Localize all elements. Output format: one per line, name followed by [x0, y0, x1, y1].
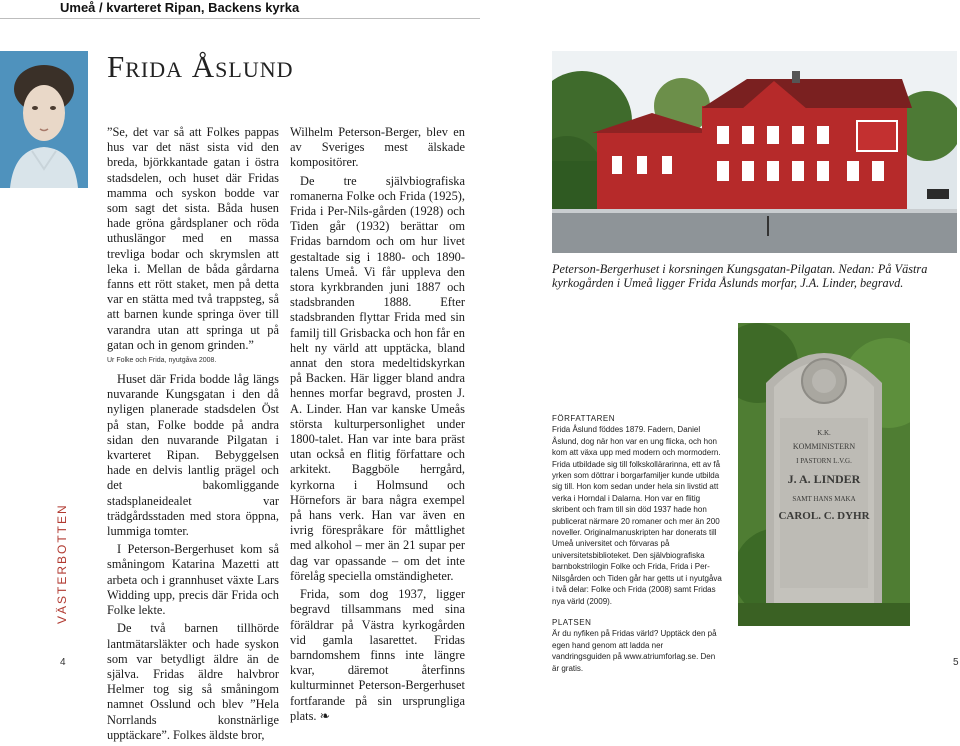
sidebar-heading-place: PLATSEN [552, 617, 592, 627]
portrait-photo [0, 51, 88, 188]
sidebar-heading-author: FÖRFATTAREN [552, 414, 615, 423]
stone-line: I PASTORN L.V.G. [796, 457, 852, 465]
running-head: Umeå / kvarteret Ripan, Backens kyrka [60, 0, 300, 15]
section-label [52, 505, 70, 625]
body-paragraph: Wilhelm Peterson-Berger, blev en av Sveriges mest älskade kompositörer. [290, 125, 465, 170]
stone-line: CAROL. C. DYHR [778, 510, 870, 522]
sidebar-place-text: Är du nyfiken på Fridas värld? Upptäck den på egen hand genom att ladda ner vandringsguiden på www.atriumforlag.se. Den är gratis. [552, 629, 717, 673]
body-paragraph: Huset där Frida bodde låg längs nuvarande Kungsgatan i den då nyligen planerade stadsdelen Öst på stan, Folke bodde på andra sidan den nuvarande Pilgatan i kvarteret Ripan. Bebyggelsen hade en delvis lantlig prägel och det bakomliggande stadsplaneidealet var trädgårdsstaden med stora öppna, lummiga tomter. [107, 372, 279, 539]
photo-caption: Peterson-Bergerhuset i korsningen Kungsgatan-Pilgatan. Nedan: På Västra kyrkogården i Umeå ligger Frida Åslunds morfar, J.A. Linder, begravd. [552, 262, 928, 290]
body-paragraph: De tre självbiografiska romanerna Folke och Frida (1925), Frida i Per-Nils-gården (1928) och Tiden går (1932) berättar om Fridas barndom och om hur livet gestaltade sig i 1880- och 1890-talens Umeå. Vi får uppleva den stora kyrkbranden juni 1887 och stadsbranden 1888. Efter stadsbranden flyttar Frida med sin familj till Grisbacka och hon får en helt ny värld att upptäcka, bland annat den stora medeltidskyrkan på Backen. Här ligger bland andra hennes morfar begravd, prosten J. A. Linder. Han var kanske Umeås största kulturpersonlighet under 1800-talet. Han var inte bara präst utan också en flitig författare och arkitekt. Baggböle herrgård, kyrkorna i Holmsund och Hörnefors är bara några exempel på hans verk. Han var även en ivrig förespråkare för måttlighet med alkohol – mer än 21 supar per dag var opassande – om det inte förelåg speciella omständigheter. [290, 173, 465, 583]
page-number-right: 5 [953, 657, 959, 668]
house-photo [552, 51, 957, 253]
quote-paragraph: ”Se, det var så att Folkes pappas hus var det näst sista vid den breda, björkkantade gatan i östra stadsdelen, och huset där Fridas mamma och syskon bodde var som sagt det sista. Båda husen hade gröna gårdsplaner och röda uthuslängor med en massa trevliga bodar och skrymslen att leka i. Mellan de båda gårdarna fanns ett rött staket, men på detta var en stätta med två trappsteg, så att barnen kunde springa över till varandra utan att springa ut på gatan och in genom grinden.” [107, 125, 279, 352]
author-sidebar [552, 413, 722, 674]
body-paragraph: I Peterson-Bergerhuset kom så småningom Katarina Mazetti att arbeta och i grannhuset växte Lars Widding upp, precis där Frida och Folke lekte. [107, 542, 279, 618]
quote-source: Ur Folke och Frida, nyutgåva 2008. [107, 357, 217, 365]
header-rule [0, 18, 480, 19]
section-label-text: VÄSTERBOTTEN [55, 503, 69, 624]
body-paragraph: De två barnen tillhörde lantmätarsläkter och hade syskon som var betydligt äldre än de själva. Fridas äldre halvbror Helmer tog sig så småningom namnet Osslund och blev ”Hela Norrlands konstnärlige upptäckare”. Folkes äldste bror, [107, 621, 279, 742]
sidebar-author-text: Frida Åslund föddes 1879. Fadern, Daniel Åslund, dog när hon var en ung flicka, och hon kom att växa upp med modern och mormodern. Frida utbildade sig till folkskollärarinna, ett av få yrken som döttrar i borgarfamiljer kunde utbilda sig till. Hon kom sedan under hela sin livstid att verka i Horndal i Dalarna. Hon var en flitig skribent och fram till sin död 1937 hade hon publicerat närmare 20 romaner och mer än 200 noveller. Originalmanuskripten har donerats till Umeå universitet och förvaras på universitetsbiblioteket. Den självbiografiska barnbokstrilogin Folke och Frida, Frida i Per-Nilsgården och Tiden går har getts ut i nyutgåva i två delar: Folke och Frida (2008) samt Fridas nya värld (2009). [552, 425, 722, 606]
text-column-2 [290, 125, 465, 727]
stone-line: SAMT HANS MAKA [792, 495, 856, 503]
text-column-1 [107, 125, 279, 746]
stone-line: KOMMINISTERN [792, 442, 856, 451]
stone-line: K.K. [817, 429, 831, 437]
page-number-left: 4 [60, 657, 66, 668]
stone-line: J. A. LINDER [787, 472, 861, 486]
page-title: Frida Åslund [107, 49, 294, 84]
gravestone-photo [738, 323, 910, 626]
body-paragraph: Frida, som dog 1937, ligger begravd tillsammans med sina föräldrar på Västra kyrkogården vid gamla lasarettet. Fridas barndomshem finns inte längre kvar, däremot återfinns kulturminnet Peterson-Bergerhuset fortfarande på sin ursprungliga plats. ❧ [290, 587, 465, 723]
